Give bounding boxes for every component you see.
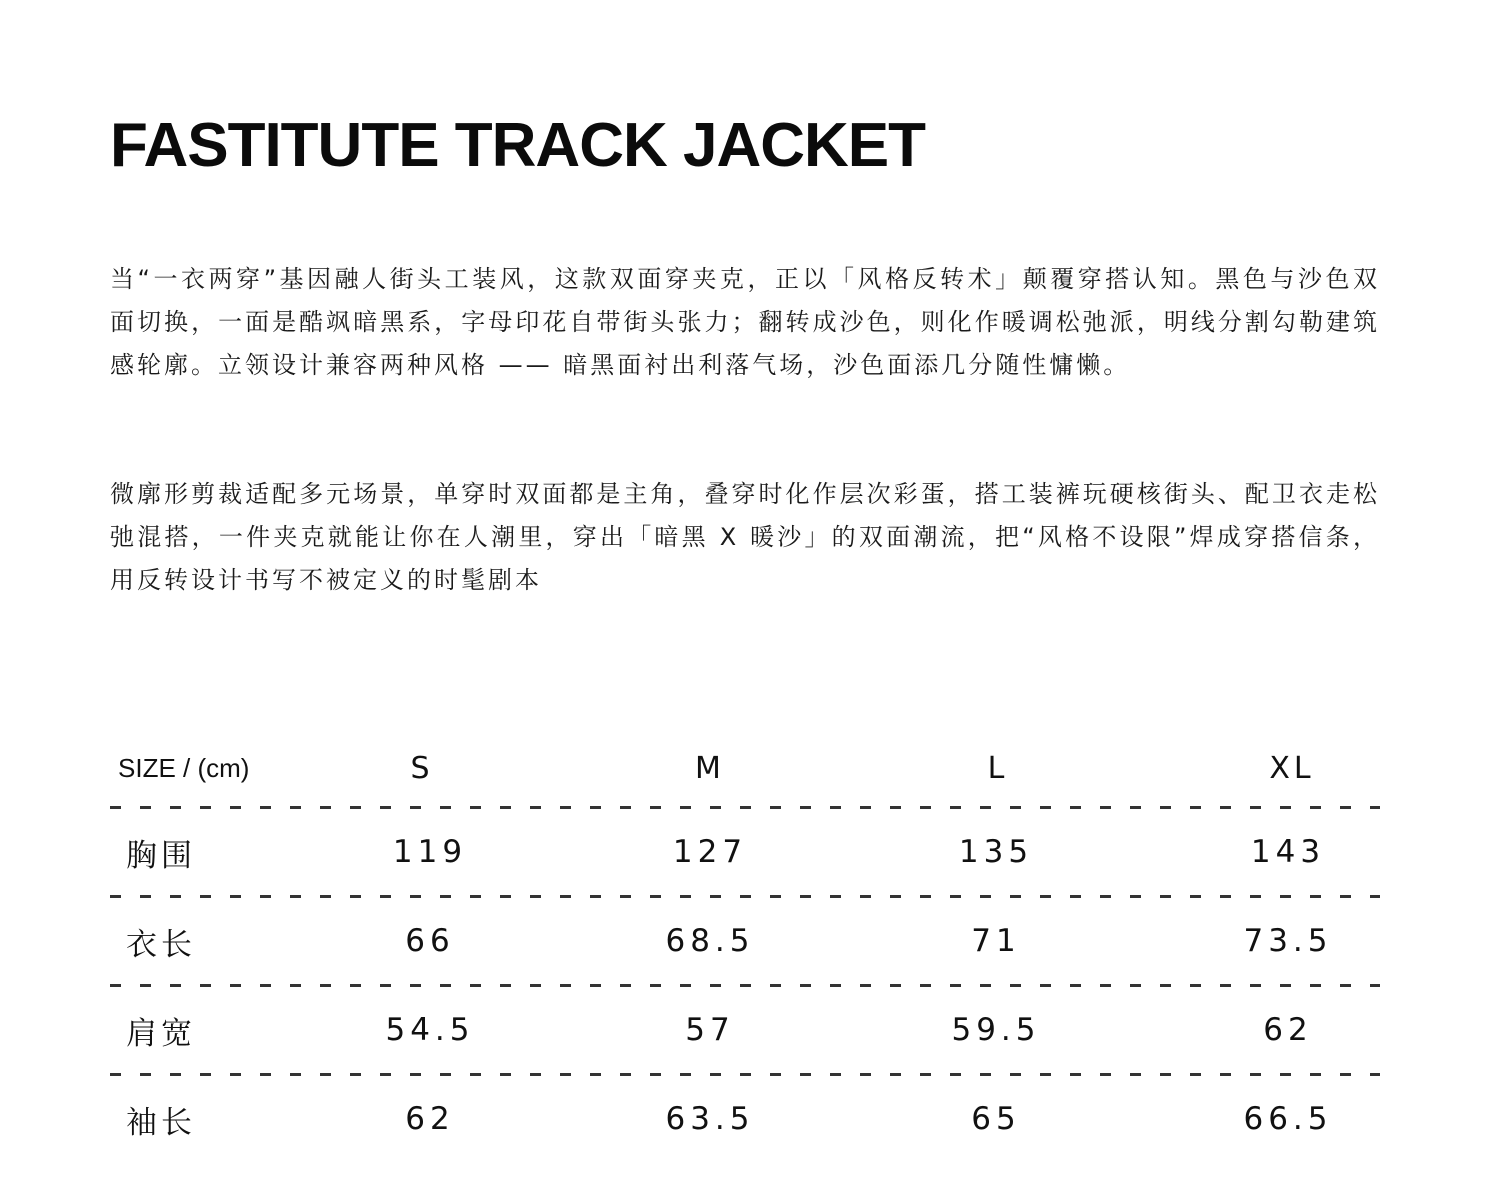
- table-row-shoulder: [110, 987, 1380, 1073]
- table-cell: 65: [971, 1101, 1021, 1137]
- table-cell: 59.5: [951, 1012, 1041, 1048]
- size-header-s: S: [410, 750, 434, 786]
- size-header-l: L: [987, 750, 1009, 786]
- product-title: FASTITUTE TRACK JACKET: [110, 111, 925, 180]
- table-cell: 62: [1263, 1012, 1313, 1048]
- table-row-chest: [110, 809, 1380, 895]
- table-cell: 63.5: [665, 1101, 755, 1137]
- table-cell: 135: [958, 834, 1034, 870]
- table-cell: 57: [685, 1012, 735, 1048]
- table-cell: 119: [392, 834, 468, 870]
- row-label: 胸围: [126, 837, 196, 874]
- size-header-m: M: [695, 750, 725, 786]
- row-label: 袖长: [126, 1104, 196, 1141]
- table-cell: 66: [405, 923, 455, 959]
- table-row-sleeve: [110, 1076, 1380, 1162]
- table-cell: 71: [971, 923, 1021, 959]
- size-chart-header-label: SIZE / (cm): [118, 752, 250, 783]
- size-chart-header-row: [110, 730, 1380, 806]
- size-chart-table: [110, 730, 1380, 1162]
- table-cell: 73.5: [1243, 923, 1333, 959]
- table-cell: 68.5: [665, 923, 755, 959]
- size-header-xl: XL: [1269, 750, 1315, 786]
- table-cell: 66.5: [1243, 1101, 1333, 1137]
- table-row-length: [110, 898, 1380, 984]
- description-paragraph-1: 当“一衣两穿”基因融人街头工装风，这款双面穿夹克，正以「风格反转术」颠覆穿搭认知。黑色与沙色双面切换，一面是酷飒暗黑系，字母印花自带街头张力；翻转成沙色，则化作暖调松弛派，明线分割勾勒建筑感轮廓。立领设计兼容两种风格 —— 暗黑面衬出利落气场，沙色面添几分随性慵懒。: [110, 265, 1380, 379]
- description-paragraph-2: 微廓形剪裁适配多元场景，单穿时双面都是主角，叠穿时化作层次彩蛋，搭工装裤玩硬核街头、配卫衣走松弛混搭，一件夹克就能让你在人潮里，穿出「暗黑 X 暖沙」的双面潮流，把“风格不设限”焊成穿搭信条，用反转设计书写不被定义的时髦剧本: [110, 480, 1380, 594]
- table-cell: 62: [405, 1101, 455, 1137]
- table-cell: 143: [1250, 834, 1326, 870]
- row-label: 衣长: [126, 926, 196, 963]
- table-cell: 127: [672, 834, 748, 870]
- row-label: 肩宽: [126, 1015, 196, 1052]
- table-cell: 54.5: [385, 1012, 475, 1048]
